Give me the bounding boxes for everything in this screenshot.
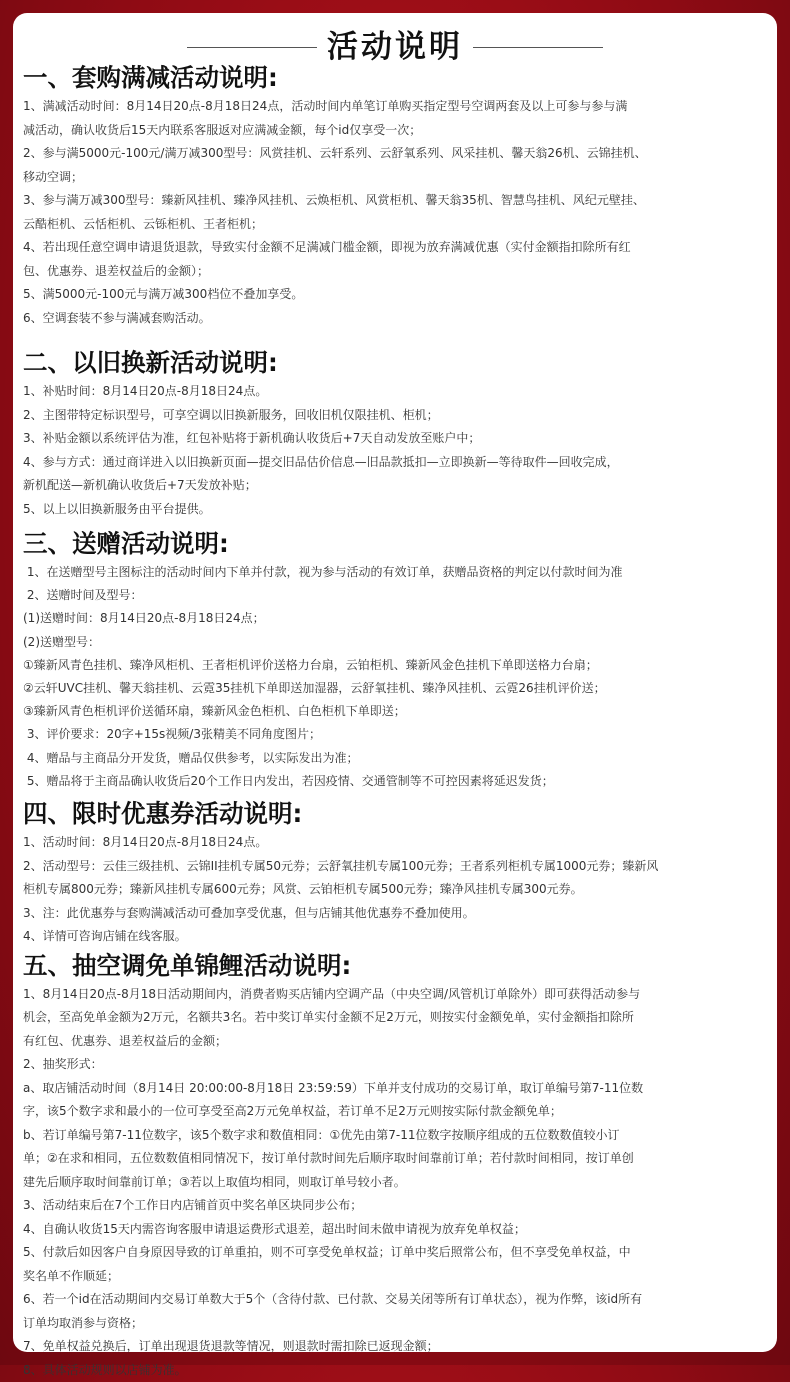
rule-line: 1、活动时间：8月14日20点-8月18日24点。 xyxy=(23,835,268,850)
section-heading: 四、限时优惠券活动说明: xyxy=(23,799,303,829)
rule-line: 5、满5000元-100元与满万减300档位不叠加享受。 xyxy=(23,287,304,301)
rule-line: 5、以上以旧换新服务由平台提供。 xyxy=(23,501,211,516)
rule-line: 4、参与方式：通过商详进入以旧换新页面—提交旧品估价信息—旧品款抵扣—立即换新—等待取件—回收完成， xyxy=(23,454,619,469)
section-heading: 三、送赠活动说明: xyxy=(23,529,229,558)
rule-line: 柜机专属800元券；臻新风挂机专属600元券；风赏、云铂柜机专属500元券；臻净风挂机专属300元券。 xyxy=(23,882,583,897)
rule-line: 7、免单权益兑换后，订单出现退货退款等情况，则退款时需扣除已返现金额； xyxy=(23,1339,439,1354)
section-bundle-discount xyxy=(23,61,771,330)
rule-line: 1、在送赠型号主图标注的活动时间内下单并付款，视为参与活动的有效订单，获赠品资格的判定以付款时间为准 xyxy=(23,565,623,579)
rule-line: 2、活动型号：云佳三级挂机、云锦II挂机专属50元券；云舒氧挂机专属100元券；王者系列柜机专属1000元券；臻新风 xyxy=(23,858,659,873)
rule-line: ①臻新风青色挂机、臻净风柜机、王者柜机评价送格力台扇，云铂柜机、臻新风金色挂机下单即送格力台扇； xyxy=(23,657,598,672)
rule-line: (2)送赠型号： xyxy=(23,634,100,649)
rule-line: 4、自确认收货15天内需咨询客服申请退运费形式退差，超出时间未做申请视为放弃免单权益； xyxy=(23,1221,526,1236)
rule-line: 3、活动结束后在7个工作日内店铺首页中奖名单区块同步公布； xyxy=(23,1198,363,1213)
rule-line: 2、送赠时间及型号： xyxy=(23,588,143,603)
rule-line: 6、若一个id在活动期间内交易订单数大于5个（含待付款、已付款、交易关闭等所有订单状态），视为作弊，该id所有 xyxy=(23,1292,643,1307)
section-gift xyxy=(23,527,771,793)
rule-line: 移动空调； xyxy=(23,169,84,184)
rule-line: 1、8月14日20点-8月18日活动期间内，消费者购买店铺内空调产品（中央空调/风管机订单除外）即可获得活动参与 xyxy=(23,986,641,1001)
rule-line: 单；②在求和相同，五位数数值相同情况下，按订单付款时间先后顺序取时间靠前订单；若付款时间相同，按订单创 xyxy=(23,1151,634,1166)
rule-line: 4、赠品与主商品分开发货，赠品仅供参考，以实际发出为准； xyxy=(23,750,359,765)
rule-line: 奖名单不作顺延； xyxy=(23,1268,120,1283)
rule-line: a、取店铺活动时间（8月14日 20:00:00-8月18日 23:59:59）下单并支付成功的交易订单，取订单编号第7-11位数 xyxy=(23,1080,644,1095)
rule-line: 字，该5个数字求和最小的一位可享受至高2万元免单权益，若订单不足2万元则按实际付款金额免单； xyxy=(23,1104,562,1119)
rule-line: 2、主图带特定标识型号，可享空调以旧换新服务，回收旧机仅限挂机、柜机； xyxy=(23,407,439,422)
rule-line: 新机配送—新机确认收货后+7天发放补贴； xyxy=(23,478,257,492)
rule-line: 1、满减活动时间：8月14日20点-8月18日24点，活动时间内单笔订单购买指定型号空调两套及以上可参与参与满 xyxy=(23,99,628,113)
rule-line: 3、补贴金额以系统评估为准，红包补贴将于新机确认收货后+7天自动发放至账户中； xyxy=(23,431,481,445)
rule-line: 建先后顺序取时间靠前订单；③若以上取值均相同，则取订单号较小者。 xyxy=(23,1174,406,1189)
rule-line: ②云轩UVC挂机、馨天翁挂机、云霓35挂机下单即送加湿器，云舒氧挂机、臻净风挂机、云霓26挂机评价送； xyxy=(23,681,606,696)
rule-line: 8、具体活动规则以店铺为准。 xyxy=(23,1362,187,1377)
rule-line: 减活动，确认收货后15天内联系客服返对应满减金额，每个id仅享受一次； xyxy=(23,122,422,137)
title-divider-left xyxy=(187,47,317,48)
rule-line: (1)送赠时间：8月14日20点-8月18日24点； xyxy=(23,611,265,626)
rule-line: 4、详情可咨询店铺在线客服。 xyxy=(23,929,187,944)
rules-content xyxy=(23,61,771,1382)
rule-line: 3、评价要求：20字+15s视频/3张精美不同角度图片； xyxy=(23,727,321,742)
section-heading: 五、抽空调免单锦鲤活动说明: xyxy=(23,950,352,980)
rule-line: 3、注：此优惠券与套购满减活动可叠加享受优惠，但与店铺其他优惠券不叠加使用。 xyxy=(23,905,475,920)
rule-line: 机会，至高免单金额为2万元，名额共3名。若中奖订单实付金额不足2万元，则按实付金额免单，实付金额指扣除所 xyxy=(23,1010,634,1025)
rule-line: 5、赠品将于主商品确认收货后20个工作日内发出，若因疫情、交通管制等不可控因素将延迟发货； xyxy=(23,773,554,788)
rule-line: ③臻新风青色柜机评价送循环扇，臻新风金色柜机、白色柜机下单即送； xyxy=(23,704,406,719)
rule-line: 6、空调套装不参与满减套购活动。 xyxy=(23,310,211,325)
rule-line: 订单均取消参与资格； xyxy=(23,1315,144,1330)
rule-line: 有红包、优惠券、退差权益后的金额； xyxy=(23,1033,228,1048)
title-divider-right xyxy=(473,47,603,48)
rule-line: 云酷柜机、云恬柜机、云铄柜机、王者柜机； xyxy=(23,216,264,231)
rule-line: 3、参与满万减300型号：臻新风挂机、臻净风挂机、云焕柜机、风赏柜机、馨天翁35机、智慧鸟挂机、风纪元壁挂、 xyxy=(23,193,645,207)
rule-line: 4、若出现任意空调申请退货退款，导致实付金额不足满减门槛金额，即视为放弃满减优惠（实付金额指扣除所有红 xyxy=(23,240,631,254)
rule-line: 1、补贴时间：8月14日20点-8月18日24点。 xyxy=(23,384,268,398)
section-heading: 一、套购满减活动说明: xyxy=(23,63,278,92)
page-title: 活动说明 xyxy=(327,29,463,65)
rule-line: 5、付款后如因客户自身原因导致的订单重拍，则不可享受免单权益；订单中奖后照常公布，但不享受免单权益，中 xyxy=(23,1245,631,1260)
section-coupon xyxy=(23,797,771,949)
activity-notice-card xyxy=(13,13,777,1377)
section-trade-in xyxy=(23,346,771,521)
section-heading: 二、以旧换新活动说明: xyxy=(23,348,278,377)
rule-line: b、若订单编号第7-11位数字，该5个数字求和数值相同：①优先由第7-11位数字按顺序组成的五位数数值较小订 xyxy=(23,1127,620,1142)
section-free-order-lottery xyxy=(23,949,771,1382)
rule-line: 包、优惠券、退差权益后的金额）； xyxy=(23,263,210,278)
rule-line: 2、参与满5000元-100元/满万减300型号：风赏挂机、云轩系列、云舒氧系列、风采挂机、馨天翁26机、云锦挂机、 xyxy=(23,146,647,160)
rule-line: 2、抽奖形式： xyxy=(23,1057,103,1072)
